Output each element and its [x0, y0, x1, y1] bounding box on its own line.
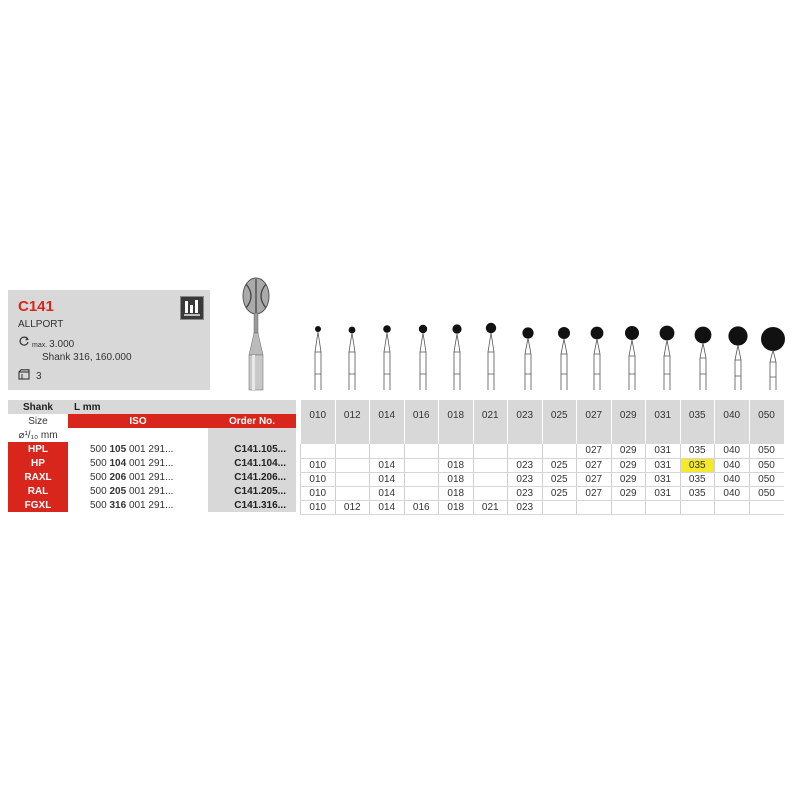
- size-cell: [508, 444, 543, 458]
- size-cell: 050: [749, 472, 784, 486]
- size-cell: [335, 444, 370, 458]
- size-cell: [542, 500, 577, 514]
- product-code: C141: [18, 298, 54, 315]
- table-row: [8, 470, 296, 484]
- size-header-025: 025: [542, 400, 577, 430]
- size-header-012: 012: [335, 400, 370, 430]
- iso-number: 500 205 001 291...: [90, 485, 174, 497]
- size-cell: 029: [611, 444, 646, 458]
- bur-size-031-icon: [660, 326, 675, 390]
- bur-photo: [243, 278, 269, 390]
- size-cell: 027: [577, 472, 612, 486]
- length-header: L mm: [68, 400, 296, 414]
- table-row: [301, 444, 784, 458]
- size-cell: 040: [715, 486, 750, 500]
- size-cell: 025: [542, 472, 577, 486]
- size-label: Size: [8, 414, 68, 428]
- iso-number: 500 105 001 291...: [90, 443, 174, 455]
- size-header-029: 029: [611, 400, 646, 430]
- size-cell: [542, 444, 577, 458]
- order-number: C141.205...: [208, 484, 296, 498]
- size-cell: [335, 472, 370, 486]
- shank-type: RAXL: [8, 470, 68, 484]
- size-cell: 031: [646, 472, 681, 486]
- max-speed-value: 3.000: [49, 339, 75, 350]
- bur-size-025-icon: [558, 327, 570, 390]
- bur-size-050-icon: [761, 327, 785, 390]
- size-cell: 031: [646, 458, 681, 472]
- size-cell: 035: [680, 444, 715, 458]
- size-cell: 027: [577, 486, 612, 500]
- order-number: C141.206...: [208, 470, 296, 484]
- size-cell: 035: [680, 472, 715, 486]
- order-number: C141.105...: [208, 442, 296, 456]
- size-cell: 018: [439, 472, 474, 486]
- shank-type: HP: [8, 456, 68, 470]
- size-header-031: 031: [646, 400, 681, 430]
- size-cell: [301, 444, 336, 458]
- shank-header: Shank: [8, 400, 68, 414]
- product-name: ALLPORT: [18, 319, 64, 330]
- table-row: [8, 484, 296, 498]
- size-cell: 023: [508, 458, 543, 472]
- max-label: max.: [32, 342, 48, 349]
- size-cell: 031: [646, 444, 681, 458]
- size-header-023: 023: [508, 400, 543, 430]
- size-cell: 040: [715, 472, 750, 486]
- size-cell: 029: [611, 486, 646, 500]
- bur-size-029-icon: [625, 326, 639, 390]
- diameter-label: ⌀¹/₁₀ mm: [8, 428, 68, 442]
- size-cell: 012: [335, 500, 370, 514]
- shank-type: HPL: [8, 442, 68, 456]
- size-cell: [404, 472, 439, 486]
- bur-size-023-icon: [522, 327, 533, 390]
- table-row: [8, 442, 296, 456]
- size-header-050: 050: [749, 400, 784, 430]
- highlighted-size-cell: 035: [680, 458, 715, 472]
- size-cell: [473, 444, 508, 458]
- size-cell: [473, 458, 508, 472]
- size-cell: [611, 500, 646, 514]
- size-cell: [335, 458, 370, 472]
- order-number: C141.316...: [208, 498, 296, 512]
- size-header-018: 018: [439, 400, 474, 430]
- shank-type: FGXL: [8, 498, 68, 512]
- order-no-header: Order No.: [208, 414, 296, 428]
- size-cell: 027: [577, 458, 612, 472]
- size-header-014: 014: [370, 400, 405, 430]
- size-cell: [335, 486, 370, 500]
- bur-size-021-icon: [486, 323, 496, 390]
- size-cell: [680, 500, 715, 514]
- size-cell: 025: [542, 486, 577, 500]
- bur-size-035-icon: [695, 327, 712, 390]
- size-cell: 023: [508, 486, 543, 500]
- bur-size-016-icon: [419, 325, 427, 390]
- size-cell: 027: [577, 444, 612, 458]
- size-cell: 018: [439, 458, 474, 472]
- size-cell: 018: [439, 500, 474, 514]
- bur-size-010-icon: [315, 326, 321, 390]
- size-cell: 023: [508, 500, 543, 514]
- size-cell: [439, 444, 474, 458]
- size-header-021: 021: [473, 400, 508, 430]
- size-cell: [646, 500, 681, 514]
- size-cell: 010: [301, 486, 336, 500]
- size-cell: 029: [611, 472, 646, 486]
- pack-quantity-value: 3: [36, 370, 42, 382]
- table-row: [301, 472, 784, 486]
- size-cell: [715, 500, 750, 514]
- size-cell: [370, 444, 405, 458]
- bur-size-012-icon: [349, 327, 356, 390]
- table-row: [8, 498, 296, 512]
- size-cell: 014: [370, 458, 405, 472]
- table-row: [301, 458, 784, 472]
- shank-speed: Shank 316, 160.000: [42, 352, 132, 363]
- size-cell: 010: [301, 500, 336, 514]
- sizes-table: [300, 400, 784, 515]
- size-cell: [404, 444, 439, 458]
- bur-size-018-icon: [452, 324, 461, 390]
- size-cell: [404, 458, 439, 472]
- size-header-010: 010: [301, 400, 336, 430]
- table-row: [8, 456, 296, 470]
- size-cell: [473, 472, 508, 486]
- size-cell: 014: [370, 500, 405, 514]
- table-row: [301, 486, 784, 500]
- shank-order-table: [8, 400, 296, 512]
- iso-header: ISO: [68, 414, 208, 428]
- size-cell: 040: [715, 444, 750, 458]
- order-number: C141.104...: [208, 456, 296, 470]
- size-cell: 023: [508, 472, 543, 486]
- size-cell: 050: [749, 458, 784, 472]
- size-header-row: [301, 400, 784, 430]
- iso-number: 500 206 001 291...: [90, 471, 174, 483]
- size-cell: 040: [715, 458, 750, 472]
- shank-type: RAL: [8, 484, 68, 498]
- size-header-040: 040: [715, 400, 750, 430]
- size-header-035: 035: [680, 400, 715, 430]
- size-cell: 014: [370, 472, 405, 486]
- table-row: [301, 500, 784, 514]
- size-cell: [473, 486, 508, 500]
- size-cell: [577, 500, 612, 514]
- size-header-027: 027: [577, 400, 612, 430]
- size-cell: 050: [749, 444, 784, 458]
- iso-number: 500 316 001 291...: [90, 499, 174, 511]
- size-cell: 010: [301, 458, 336, 472]
- size-header-016: 016: [404, 400, 439, 430]
- size-cell: 021: [473, 500, 508, 514]
- bur-size-014-icon: [383, 325, 391, 390]
- size-cell: [404, 486, 439, 500]
- bur-size-040-icon: [728, 326, 747, 390]
- size-cell: 014: [370, 486, 405, 500]
- size-cell: 050: [749, 486, 784, 500]
- size-cell: 016: [404, 500, 439, 514]
- iso-number: 500 104 001 291...: [90, 457, 174, 469]
- size-spacer-row: [301, 430, 784, 444]
- size-cell: 029: [611, 458, 646, 472]
- size-cell: 018: [439, 486, 474, 500]
- size-cell: 035: [680, 486, 715, 500]
- size-cell: 031: [646, 486, 681, 500]
- bur-size-027-icon: [591, 327, 604, 390]
- size-cell: [749, 500, 784, 514]
- size-cell: 025: [542, 458, 577, 472]
- size-cell: 010: [301, 472, 336, 486]
